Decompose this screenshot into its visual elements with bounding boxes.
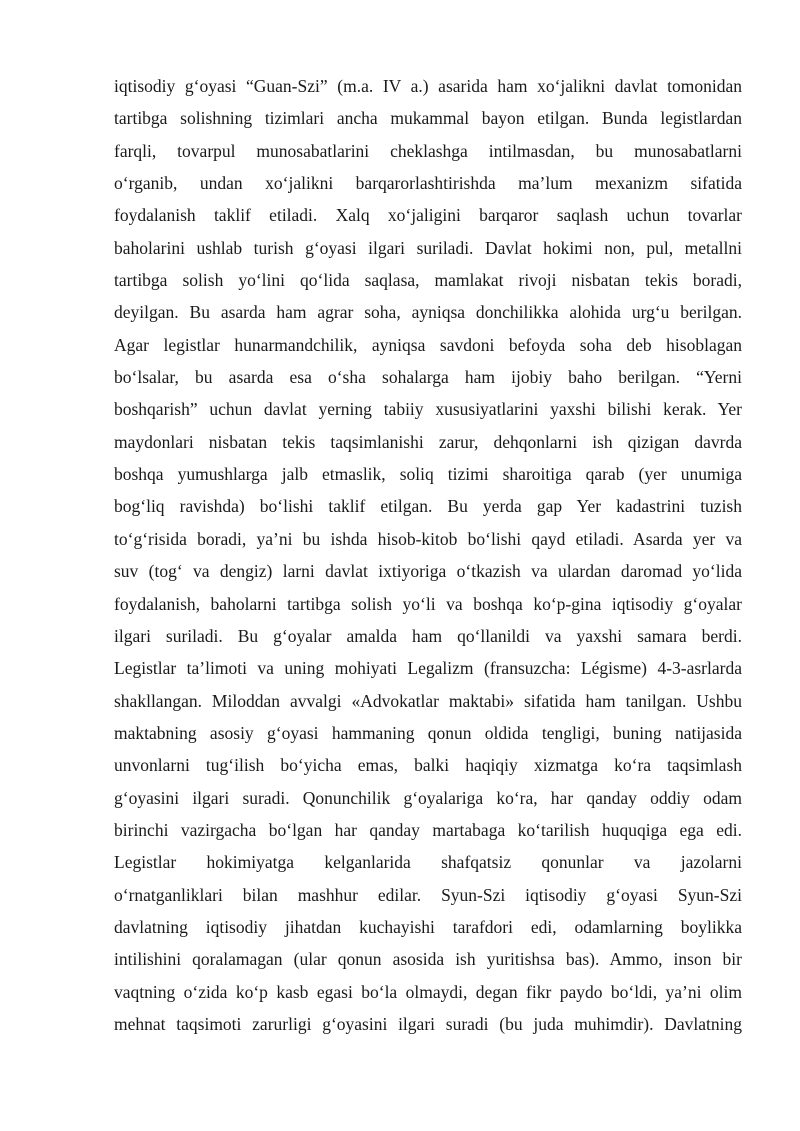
body-paragraph xyxy=(114,70,742,1040)
text-line: davlatning iqtisodiy jihatdan kuchayishi tarafdori edi, odamlarning boylikka xyxy=(114,916,742,937)
text-line: o‘rnatganliklari bilan mashhur edilar. Syun-Szi iqtisodiy g‘oyasi Syun-Szi xyxy=(114,884,742,905)
text-line: bog‘liq ravishda) bo‘lishi taklif etilgan. Bu yerda gap Yer kadastrini tuzish xyxy=(114,496,742,517)
text-line: boshqa yumushlarga jalb etmaslik, soliq tizimi sharoitiga qarab (yer unumiga xyxy=(114,464,742,485)
text-line: vaqtning o‘zida ko‘p kasb egasi bo‘la olmaydi, degan fikr paydo bo‘ldi, ya’ni olim xyxy=(114,981,742,1002)
text-line: tartibga solish yo‘lini qo‘lida saqlasa, mamlakat rivoji nisbatan tekis boradi, xyxy=(114,270,742,291)
text-line: Legistlar ta’limoti va uning mohiyati Legalizm (fransuzcha: Légisme) 4-3-asrlarda xyxy=(114,658,742,679)
text-line: suv (tog‘ va dengiz) larni davlat ixtiyoriga o‘tkazish va ulardan daromad yo‘lida xyxy=(114,561,742,582)
text-line: shakllangan. Miloddan avvalgi «Advokatlar maktabi» sifatida ham tanilgan. Ushbu xyxy=(114,690,742,711)
text-line: birinchi vazirgacha bo‘lgan har qanday martabaga ko‘tarilish huquqiga ega edi. xyxy=(114,819,742,840)
text-line: intilishini qoralamagan (ular qonun asosida ish yuritishsa bas). Ammo, inson bir xyxy=(114,949,742,970)
text-line: boshqarish” uchun davlat yerning tabiiy xususiyatlarini yaxshi bilishi kerak. Yer xyxy=(114,399,742,420)
text-line: bo‘lsalar, bu asarda esa o‘sha sohalarga ham ijobiy baho berilgan. “Yerni xyxy=(114,367,742,388)
text-line: deyilgan. Bu asarda ham agrar soha, ayniqsa donchilikka alohida urg‘u berilgan. xyxy=(114,302,742,323)
document-page xyxy=(114,70,742,1040)
text-line: mehnat taqsimoti zarurligi g‘oyasini ilgari suradi (bu juda muhimdir). Davlatning xyxy=(114,1013,742,1034)
text-line: o‘rganib, undan xo‘jalikni barqarorlashtirishda ma’lum mexanizm sifatida xyxy=(114,173,742,194)
text-line: to‘g‘risida boradi, ya’ni bu ishda hisob-kitob bo‘lishi qayd etiladi. Asarda yer va xyxy=(114,528,742,549)
text-line: g‘oyasini ilgari suradi. Qonunchilik g‘oyalariga ko‘ra, har qanday oddiy odam xyxy=(114,787,742,808)
text-line: farqli, tovarpul munosabatlarini cheklashga intilmasdan, bu munosabatlarni xyxy=(114,140,742,161)
text-line: maydonlari nisbatan tekis taqsimlanishi zarur, dehqonlarni ish qizigan davrda xyxy=(114,431,742,452)
text-line: maktabning asosiy g‘oyasi hammaning qonun oldida tengligi, buning natijasida xyxy=(114,722,742,743)
text-line: baholarini ushlab turish g‘oyasi ilgari suriladi. Davlat hokimi non, pul, metallni xyxy=(114,237,742,258)
text-line: iqtisodiy g‘oyasi “Guan-Szi” (m.a. IV a.) asarida ham xo‘jalikni davlat tomonidan xyxy=(114,76,742,96)
text-line: Legistlar hokimiyatga kelganlarida shafqatsiz qonunlar va jazolarni xyxy=(114,852,742,873)
text-line: ilgari suriladi. Bu g‘oyalar amalda ham qo‘llanildi va yaxshi samara berdi. xyxy=(114,625,742,646)
text-line: foydalanish, baholarni tartibga solish yo‘li va boshqa ko‘p-gina iqtisodiy g‘oyalar xyxy=(114,593,742,614)
text-line: unvonlarni tug‘ilish bo‘yicha emas, balki haqiqiy xizmatga ko‘ra taqsimlash xyxy=(114,755,742,776)
text-line: foydalanish taklif etiladi. Xalq xo‘jaligini barqaror saqlash uchun tovarlar xyxy=(114,205,742,226)
text-line: Agar legistlar hunarmandchilik, ayniqsa savdoni befoyda soha deb hisoblagan xyxy=(114,334,742,355)
text-line: tartibga solishning tizimlari ancha mukammal bayon etilgan. Bunda legistlardan xyxy=(114,108,742,129)
